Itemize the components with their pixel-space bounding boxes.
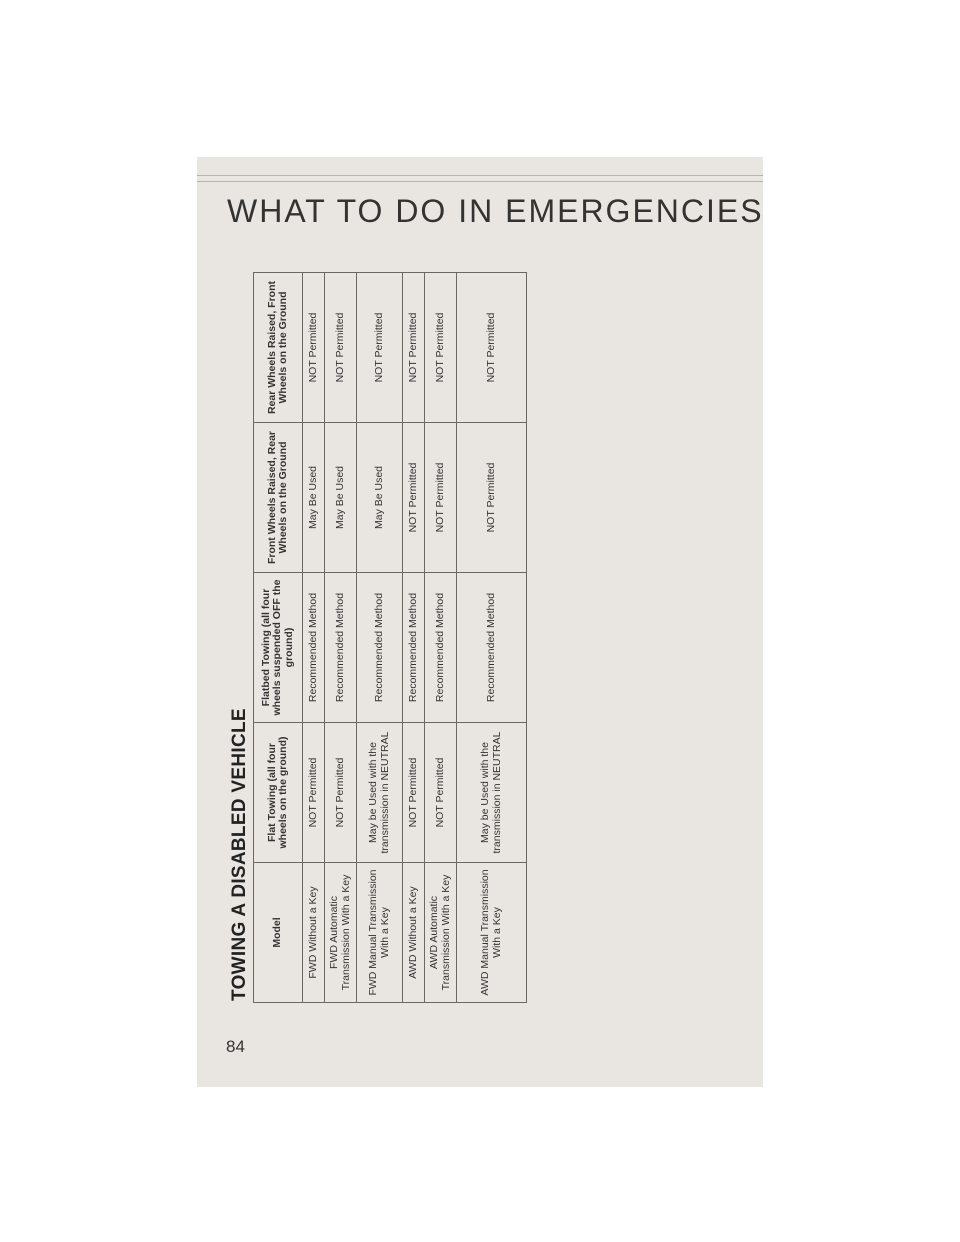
table-cell: AWD Automatic Transmission With a Key xyxy=(425,863,457,1003)
table-cell: NOT Permitted xyxy=(325,723,357,863)
table-cell: NOT Permitted xyxy=(303,723,325,863)
table-cell: NOT Permitted xyxy=(425,723,457,863)
table-row xyxy=(303,273,325,1003)
column-header-front-raised: Front Wheels Raised, Rear Wheels on the Ground xyxy=(254,423,303,573)
table-cell: NOT Permitted xyxy=(303,273,325,423)
section-title: WHAT TO DO IN EMERGENCIES xyxy=(227,193,764,229)
table-cell: FWD Automatic Transmission With a Key xyxy=(325,863,357,1003)
table-row xyxy=(457,273,527,1003)
column-header-rear-raised: Rear Wheels Raised, Front Wheels on the Ground xyxy=(254,273,303,423)
table-cell: NOT Permitted xyxy=(357,273,403,423)
table-cell: FWD Without a Key xyxy=(303,863,325,1003)
manual-page xyxy=(197,157,763,1087)
table-cell: May Be Used xyxy=(357,423,403,573)
column-header-model: Model xyxy=(254,863,303,1003)
column-header-flat-towing: Flat Towing (all four wheels on the ground) xyxy=(254,723,303,863)
table-cell: Recommended Method xyxy=(425,573,457,723)
table-cell: Recommended Method xyxy=(357,573,403,723)
table-row xyxy=(425,273,457,1003)
table-cell: May be Used with the transmission in NEUTRAL xyxy=(357,723,403,863)
table-cell: NOT Permitted xyxy=(425,423,457,573)
table-cell: AWD Manual Transmission With a Key xyxy=(457,863,527,1003)
table-cell: NOT Permitted xyxy=(403,723,425,863)
rotated-content xyxy=(227,273,503,1003)
header-rule xyxy=(197,175,763,176)
table-cell: FWD Manual Transmission With a Key xyxy=(357,863,403,1003)
table-cell: NOT Permitted xyxy=(325,273,357,423)
table-header-row xyxy=(254,273,303,1003)
table-cell: NOT Permitted xyxy=(403,423,425,573)
table-cell: Recommended Method xyxy=(303,573,325,723)
table-cell: Recommended Method xyxy=(325,573,357,723)
table-cell: May be Used with the transmission in NEUTRAL xyxy=(457,723,527,863)
page-heading: TOWING A DISABLED VEHICLE xyxy=(229,708,250,1001)
header-rule-secondary xyxy=(197,181,763,182)
table-cell: Recommended Method xyxy=(403,573,425,723)
table-row xyxy=(357,273,403,1003)
table-cell: NOT Permitted xyxy=(403,273,425,423)
towing-table xyxy=(253,272,527,1003)
table-cell: May Be Used xyxy=(325,423,357,573)
table-cell: NOT Permitted xyxy=(457,423,527,573)
page-number: 84 xyxy=(226,1037,245,1056)
table-cell: AWD Without a Key xyxy=(403,863,425,1003)
table-cell: NOT Permitted xyxy=(457,273,527,423)
table-cell: NOT Permitted xyxy=(425,273,457,423)
table-row xyxy=(403,273,425,1003)
table-row xyxy=(325,273,357,1003)
table-cell: May Be Used xyxy=(303,423,325,573)
table-cell: Recommended Method xyxy=(457,573,527,723)
column-header-flatbed-towing: Flatbed Towing (all four wheels suspended OFF the ground) xyxy=(254,573,303,723)
